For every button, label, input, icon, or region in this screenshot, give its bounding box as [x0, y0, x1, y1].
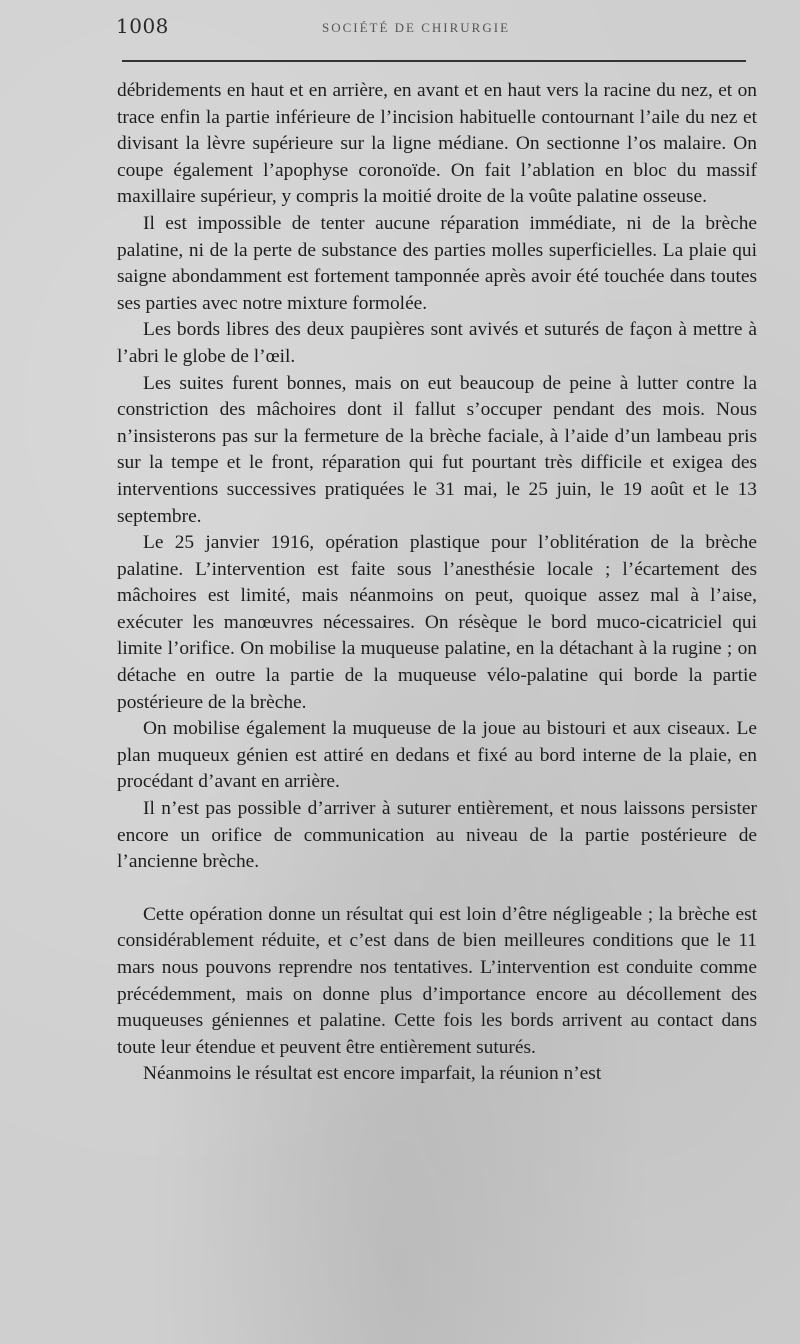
running-head: SOCIÉTÉ DE CHIRURGIE — [321, 20, 511, 35]
paragraph: Les suites furent bonnes, mais on eut beaucoup de peine à lutter contre la constriction des mâchoires dont il fallut s’occuper pendant des mois. Nous n’insisterons pas sur la fermeture de la brèche faciale, à l’aide d’un lambeau pris sur la tempe et le front, réparation qui fut pourtant très difficile et exigea des interventions successives pratiquées le 31 mai, le 25 juin, le 19 août et le 13 septembre. — [117, 372, 757, 527]
body-text — [117, 78, 757, 1088]
paragraph: Il est impossible de tenter aucune réparation immédiate, ni de la brèche palatine, ni de la perte de substance des parties molles superficielles. La plaie qui saigne abondamment est fortement tamponnée après avoir été touchée dans toutes ses parties avec notre mixture formolée. — [117, 212, 757, 314]
paragraph-continued: débridements en haut et en arrière, en avant et en haut vers la racine du nez, et on trace enfin la partie inférieure de l’incision habituelle contournant l’aile du nez et divisant la lèvre supérieure sur la ligne médiane. On sectionne l’os malaire. On coupe également l’apophyse coronoïde. On fait l’ablation en bloc du massif maxillaire supérieur, y compris la moitié droite de la voûte palatine osseuse. — [117, 80, 757, 208]
page-number: 1008 — [116, 14, 169, 38]
paragraph: Le 25 janvier 1916, opération plastique pour l’oblitération de la brèche palatine. L’intervention est faite sous l’anesthésie locale ; l’écartement des mâchoires est limité, mais néanmoins on peut, quoique assez mal à l’aise, exécuter les manœuvres nécessaires. On résèque le bord muco-cicatriciel qui limite l’orifice. On mobilise la muqueuse palatine, en la détachant à la rugine ; on détache en outre la partie de la muqueuse vélo-palatine qui borde la partie postérieure de la brèche. — [117, 532, 757, 713]
header-rule — [122, 60, 746, 62]
paragraph: On mobilise également la muqueuse de la joue au bistouri et aux ciseaux. Le plan muqueux génien est attiré en dedans et fixé au bord interne de la plaie, en procédant d’avant en arrière. — [117, 718, 757, 793]
paragraph: Néanmoins le résultat est encore imparfait, la réunion n’est — [143, 1063, 602, 1085]
paragraph: Cette opération donne un résultat qui est loin d’être négligeable ; la brèche est considérablement réduite, et c’est dans de bien meilleures conditions que le 11 mars nous pouvons reprendre nos tentatives. L’intervention est conduite comme précédemment, mais on donne plus d’importance encore au décollement des muqueuses géniennes et palatine. Cette fois les bords arrivent au contact dans toute leur étendue et peuvent être entièrement suturés. — [117, 903, 757, 1058]
page-header — [116, 12, 756, 46]
paragraph: Il n’est pas possible d’arriver à suturer entièrement, et nous laissons persister encore un orifice de communication au niveau de la partie postérieure de l’ancienne brèche. — [117, 798, 757, 873]
paragraph: Les bords libres des deux paupières sont avivés et suturés de façon à mettre à l’abri le globe de l’œil. — [117, 319, 757, 367]
